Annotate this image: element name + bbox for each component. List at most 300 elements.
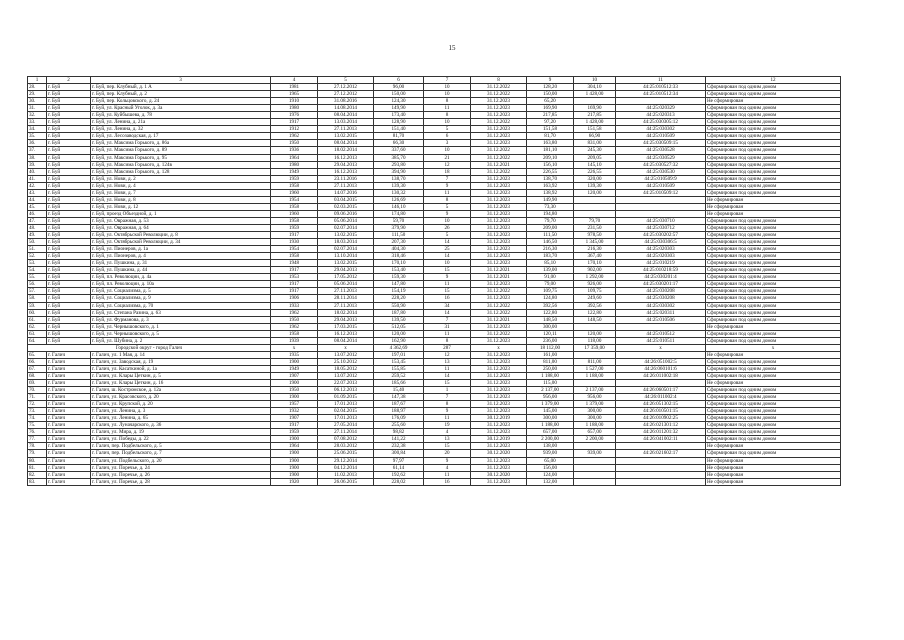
table-row [28,408,841,415]
table-cell: Не сформирован [706,210,841,217]
table-cell: г. Буй, ул. Нови, д. 2 [91,175,271,182]
table-cell: 27.11.2014 [318,429,374,436]
table-cell: 11 [424,105,471,112]
table-cell: г. Буй [47,84,91,91]
table-cell: 28.11.2014 [318,295,374,302]
table-cell: 44:26:060501:17 [616,387,706,394]
table-cell: х [271,344,318,351]
table-cell: 31.12.2023 [471,337,527,344]
table-cell [616,323,706,330]
table-cell: г. Буй, ул. Фурманова, д. 3 [91,316,271,323]
table-cell: 17 359,00 [574,344,616,351]
table-cell: 151,40 [374,126,424,133]
table-cell: 44:26:041002:11 [616,436,706,443]
table-cell: 1900 [271,450,318,457]
table-cell: 216,30 [527,246,574,253]
table-cell: г. Галич [47,464,91,471]
table-cell: 657,00 [574,429,616,436]
table-cell: 174,80 [374,210,424,217]
table-cell: 31.12.2022 [471,309,527,316]
table-cell: 76. [28,429,47,436]
table-cell: 145,00 [527,408,574,415]
table-cell: 138,70 [527,175,574,182]
table-cell: 31.12.2023 [471,253,527,260]
table-cell: 300,00 [574,415,616,422]
table-row [28,91,841,98]
table-cell: 1959 [271,429,318,436]
table-cell: 39. [28,161,47,168]
table-cell: 16 [424,478,471,485]
table-cell: 156,00 [527,464,574,471]
table-row [28,210,841,217]
table-cell: 657,00 [527,429,574,436]
table-cell: 31.12.2023 [471,140,527,147]
table-cell: г. Галич [47,415,91,422]
table-cell [574,457,616,464]
table-cell: г. Галич, ул. Подбельского, д. 20 [91,457,271,464]
table-cell: г. Буй [47,281,91,288]
table-cell: 64. [28,337,47,344]
table-cell [616,471,706,478]
table-cell [574,98,616,105]
table-cell: 34. [28,126,47,133]
table-cell: 31.12.2022 [471,154,527,161]
table-cell: 1 [424,387,471,394]
table-cell: 1 188,00 [574,372,616,379]
table-cell: 31.12.2023 [471,394,527,401]
table-cell: 1917 [271,281,318,288]
table-cell: г. Буй, ул. Овражная, д. 53 [91,217,271,224]
table-cell: Сформирован под одним домом [706,126,841,133]
table-cell: 13.02.2015 [318,260,374,267]
table-cell: 1906 [271,295,318,302]
table-cell: 217,85 [574,112,616,119]
table-cell: г. Галич, пер. Подбельского, д. 5 [91,443,271,450]
table-cell: 1959 [271,224,318,231]
table-cell: 1959 [271,175,318,182]
table-cell: 148,50 [527,316,574,323]
table-cell: 31.12.2023 [471,408,527,415]
table-cell: 16.12.2013 [318,330,374,337]
table-cell: 176,09 [374,415,424,422]
table-cell: 385,70 [374,154,424,161]
table-cell: 18.02.2014 [318,147,374,154]
table-cell: г. Галич, ул. Крупской, д. 20 [91,401,271,408]
table-cell: 31.12.2023 [471,443,527,450]
table-row [28,105,841,112]
table-cell: 13.07.2012 [318,351,374,358]
table-cell: г. Галич, ул. Касаткиной, д. 1а [91,365,271,372]
table-cell: 07.08.2012 [318,436,374,443]
table-cell: 15 [424,267,471,274]
table-cell: 44:25:030208 [616,295,706,302]
table-cell: 73,30 [527,203,574,210]
table-cell: 207,30 [374,239,424,246]
table-cell: г. Буй [47,154,91,161]
table-row [28,126,841,133]
table-cell: г. Буй, ул. Шубина, д. 2 [91,337,271,344]
table-cell: 115,00 [527,380,574,387]
table-cell: Не сформирован [706,478,841,485]
table-cell: Сформирован под одним домом [706,415,841,422]
table-cell: Сформирован под одним домом [706,232,841,239]
table-cell: 72. [28,401,47,408]
table-cell: 48. [28,224,47,231]
table-cell: 138,00 [527,443,574,450]
table-cell: 71. [28,394,47,401]
table-cell: 9 [424,182,471,189]
table-cell: 124,30 [374,98,424,105]
table-cell: 06.12.2013 [318,387,374,394]
table-cell: 79,70 [527,217,574,224]
table-cell: 44:25:020329 [616,105,706,112]
table-cell: 337,60 [374,147,424,154]
table-cell: г. Буй, ул. Максима Горького, д. 86а [91,140,271,147]
table-cell: г. Буй, ул. Нови, д. 4 [91,182,271,189]
table-cell: 300,00 [574,408,616,415]
table-cell: 367,40 [574,253,616,260]
table-cell: 18.03.2014 [318,239,374,246]
table-cell: 08.04.2014 [318,112,374,119]
table-cell: 31.12.2023 [471,478,527,485]
table-row [28,380,841,387]
table-cell: г. Буй [47,316,91,323]
table-cell: 44:25:030712 [616,224,706,231]
table-cell: 31 [424,323,471,330]
table-cell: Сформирован под одним домом [706,302,841,309]
table-cell: 18 112,00 [527,344,574,351]
table-cell: 3 [91,77,271,84]
table-cell: 149,90 [374,105,424,112]
page-number: 15 [448,44,456,52]
table-cell: 209,00 [527,224,574,231]
table-cell: 44:26:021301:12 [616,422,706,429]
table-cell: 926,00 [574,281,616,288]
table-cell: г. Буй, ул. Пионеров, д. 1а [91,246,271,253]
table-cell: 47. [28,217,47,224]
table-cell: г. Буй [47,288,91,295]
table-cell: 44:25:030306:5 [616,239,706,246]
table-cell: 26 [424,224,471,231]
table-cell: г. Галич, ул. Луначарского, д. 36 [91,422,271,429]
table-cell: 54. [28,267,47,274]
table-cell: 181,10 [527,147,574,154]
table-cell: г. Буй [47,337,91,344]
table-cell: 109,75 [527,288,574,295]
table-cell: 15 [424,288,471,295]
table-cell: 11 [424,471,471,478]
table-cell: 1900 [271,464,318,471]
table-cell: Сформирован под одним домом [706,387,841,394]
table-cell: Сформирован под одним домом [706,253,841,260]
table-row [28,119,841,126]
table-cell: 13.03.2014 [318,119,374,126]
table-cell: г. Буй [47,217,91,224]
table-cell: 11 [424,189,471,196]
table-cell: 31.12.2023 [471,281,527,288]
table-cell: 11 [424,365,471,372]
table-row [28,182,841,189]
table-cell: 1958 [271,203,318,210]
table-cell: 146,50 [527,239,574,246]
table-cell: 14.07.2016 [318,189,374,196]
table-cell: 138,70 [374,175,424,182]
table-cell: 36. [28,140,47,147]
table-cell: г. Галич, ул. Ленина, д. 65 [91,415,271,422]
table-cell [574,351,616,358]
table-cell: 209,05 [574,154,616,161]
table-cell: 1917 [271,119,318,126]
table-cell: 14 [424,309,471,316]
table-cell: 44:25:030710 [616,217,706,224]
table-cell: г. Галич [47,436,91,443]
table-cell: 31.12.2023 [471,351,527,358]
table-cell [574,323,616,330]
table-cell: 1 292,00 [574,274,616,281]
table-cell: 10 [424,147,471,154]
table-cell: 1933 [271,302,318,309]
table-cell: 1 379,00 [574,401,616,408]
table-cell: 45. [28,203,47,210]
table-cell: 09.06.2016 [318,210,374,217]
table-cell: 70. [28,387,47,394]
table-cell: 512,05 [374,323,424,330]
table-cell: 2 [47,77,91,84]
table-cell: 169,90 [527,105,574,112]
table-cell: 6 [424,133,471,140]
table-cell: 6 [374,77,424,84]
table-cell: 44:26:010501:15 [616,408,706,415]
table-cell: Сформирован под одним домом [706,436,841,443]
table-cell: г. Буй [47,126,91,133]
table-cell: 13.02.2015 [318,232,374,239]
table-cell: 31.12.2022 [471,147,527,154]
table-cell: 163,92 [527,182,574,189]
table-cell: 79,70 [574,217,616,224]
table-cell: 111,50 [527,232,574,239]
table-cell [616,478,706,485]
table-row [28,478,841,485]
table-cell [616,443,706,450]
table-cell: 1950 [271,140,318,147]
table-cell: 1932 [271,408,318,415]
table-cell: Не сформирован [706,203,841,210]
table-cell: 10 [574,77,616,84]
table-cell: 61,14 [374,464,424,471]
table-cell: 22.07.2013 [318,380,374,387]
table-cell: Сформирован под одним домом [706,105,841,112]
table-cell: 9 [424,408,471,415]
table-cell: г. Галич, ул. Поречье, д. 26 [91,471,271,478]
table-cell: Сформирован под одним домом [706,239,841,246]
table-cell: 128,20 [527,84,574,91]
table-cell: 56. [28,281,47,288]
table-cell: 159,30 [374,274,424,281]
table-cell: 31.12.2023 [471,365,527,372]
table-cell: х [471,344,527,351]
table-cell: 1 345,00 [574,239,616,246]
table-cell: Сформирован под одним домом [706,217,841,224]
table-cell: 1948 [271,260,318,267]
table-cell: 231,50 [574,224,616,231]
table-row [28,394,841,401]
table-cell: Не сформирован [706,323,841,330]
table-cell: Сформирован под одним домом [706,408,841,415]
table-cell: 65. [28,351,47,358]
table-cell: 44:25:010512:33 [616,84,706,91]
table-cell: 124,00 [527,471,574,478]
table-row [28,274,841,281]
table-cell: Сформирован под одним домом [706,182,841,189]
table-cell: г. Галич, ул. 1 Мая, д. 14 [91,351,271,358]
table-cell: г. Галич [47,408,91,415]
table-cell: 392,56 [574,302,616,309]
table-cell: 939,00 [527,450,574,457]
table-cell: 146,10 [374,203,424,210]
table-row [28,147,841,154]
table-cell: 1960 [271,210,318,217]
table-cell: 14 [424,253,471,260]
table-row [28,281,841,288]
table-cell: 1962 [271,133,318,140]
table-cell: 31.12.2022 [471,302,527,309]
table-cell: 1900 [271,394,318,401]
table-cell: 978,50 [574,232,616,239]
table-cell: 82. [28,471,47,478]
table-cell: 1981 [271,84,318,91]
table-cell: 1980 [271,161,318,168]
table-row [28,196,841,203]
table-cell: Сформирован под одним домом [706,337,841,344]
table-cell: 31.12.2023 [471,182,527,189]
table-cell: х [318,344,374,351]
table-cell [616,464,706,471]
table-cell: г. Буй, пл. Революции, д. 4а [91,274,271,281]
table-cell: 13 [424,358,471,365]
table-cell: Не сформирован [706,351,841,358]
table-cell: 81,70 [527,133,574,140]
table-cell: Не сформирован [706,457,841,464]
table-cell: 154,19 [374,288,424,295]
table-cell: г. Буй [47,203,91,210]
table-cell: 11 [616,77,706,84]
housing-registry-table [27,76,841,486]
table-cell: 50. [28,239,47,246]
table-cell: 81,70 [374,133,424,140]
table-cell: г. Буй, ул. Лесозаводская, д. 17 [91,133,271,140]
table-cell: Сформирован под одним домом [706,365,841,372]
table-cell: 14 [424,239,471,246]
table-cell: 2 200,00 [574,436,616,443]
table-cell: 287 [424,344,471,351]
table-cell: 192,62 [374,471,424,478]
table-cell: 9 [424,457,471,464]
table-cell: 20 [424,450,471,457]
table-cell: 226,55 [574,168,616,175]
table-row [28,98,841,105]
table-cell: Сформирован под одним домом [706,147,841,154]
table-cell: 31.12.2023 [471,457,527,464]
table-cell: г. Галич [47,387,91,394]
table-cell: Сформирован под одним домом [706,429,841,436]
table-cell: 111,50 [374,232,424,239]
table-cell: 27.12.2012 [318,84,374,91]
table-cell: 151,58 [574,126,616,133]
table-cell: 1949 [271,365,318,372]
table-cell: 33. [28,119,47,126]
table-cell: г. Буй, пер. Клубный, д. 2 [91,91,271,98]
table-cell: 1900 [271,471,318,478]
table-cell: г. Буй, ул. Степана Разина, д. 63 [91,309,271,316]
table-cell: г. Галич [47,380,91,387]
table-cell: г. Буй [47,267,91,274]
table-cell [574,203,616,210]
table-cell: г. Буй, ул. Нови, д. 12 [91,203,271,210]
table-cell: г. Буй [47,323,91,330]
table-cell: 31.12.2023 [471,224,527,231]
table-cell: Сформирован под одним домом [706,189,841,196]
table-cell: 8 [424,337,471,344]
table-cell: 150,00 [527,91,574,98]
table-cell: 7 [424,77,471,84]
table-cell: Сформирован под одним домом [706,119,841,126]
table-cell: г. Буй, ул. Октябрьской Революции, д. 34 [91,239,271,246]
table-cell: 31.12.2021 [471,161,527,168]
table-cell: 67. [28,365,47,372]
table-cell: 155,85 [374,365,424,372]
table-cell: 1900 [271,380,318,387]
table-cell: 01.09.2015 [318,394,374,401]
table-cell: 44:25:010509 [616,182,706,189]
table-cell: 31.12.2023 [471,133,527,140]
table-cell [574,380,616,387]
table-cell: 85,10 [527,260,574,267]
table-cell: 62. [28,323,47,330]
table-cell: г. Буй [47,175,91,182]
table-header-row [28,77,841,84]
table-cell: 16 [424,295,471,302]
table-cell: 31.08.2016 [318,98,374,105]
table-row [28,133,841,140]
table-cell: 1900 [271,436,318,443]
table-cell: 77. [28,436,47,443]
table-cell: 12 [706,77,841,84]
table-row [28,246,841,253]
table-cell: 44:26:060101:6 [616,365,706,372]
table-row [28,267,841,274]
table-cell: г. Галич [47,422,91,429]
table-cell: г. Буй, ул. Пушкина, д. 31 [91,260,271,267]
table-row [28,239,841,246]
table-cell: г. Галич, ш. Костромское, д. 12а [91,387,271,394]
table-cell: 404,30 [374,246,424,253]
table-cell: 148,50 [574,316,616,323]
table-cell: г. Буй [47,168,91,175]
table-cell: 44:25:030202:57 [616,232,706,239]
table-cell: 245,30 [574,147,616,154]
table-cell: Сформирован под одним домом [706,401,841,408]
table-cell: г. Буй [47,98,91,105]
table-row [28,330,841,337]
table-row [28,161,841,168]
table-cell: 75. [28,422,47,429]
table-row [28,309,841,316]
table-cell: 228,20 [374,295,424,302]
table-cell: 1953 [271,274,318,281]
table-cell: 44:26:021602:17 [616,450,706,457]
table-cell: Сформирован под одним домом [706,224,841,231]
table-cell: 31.12.2023 [471,372,527,379]
